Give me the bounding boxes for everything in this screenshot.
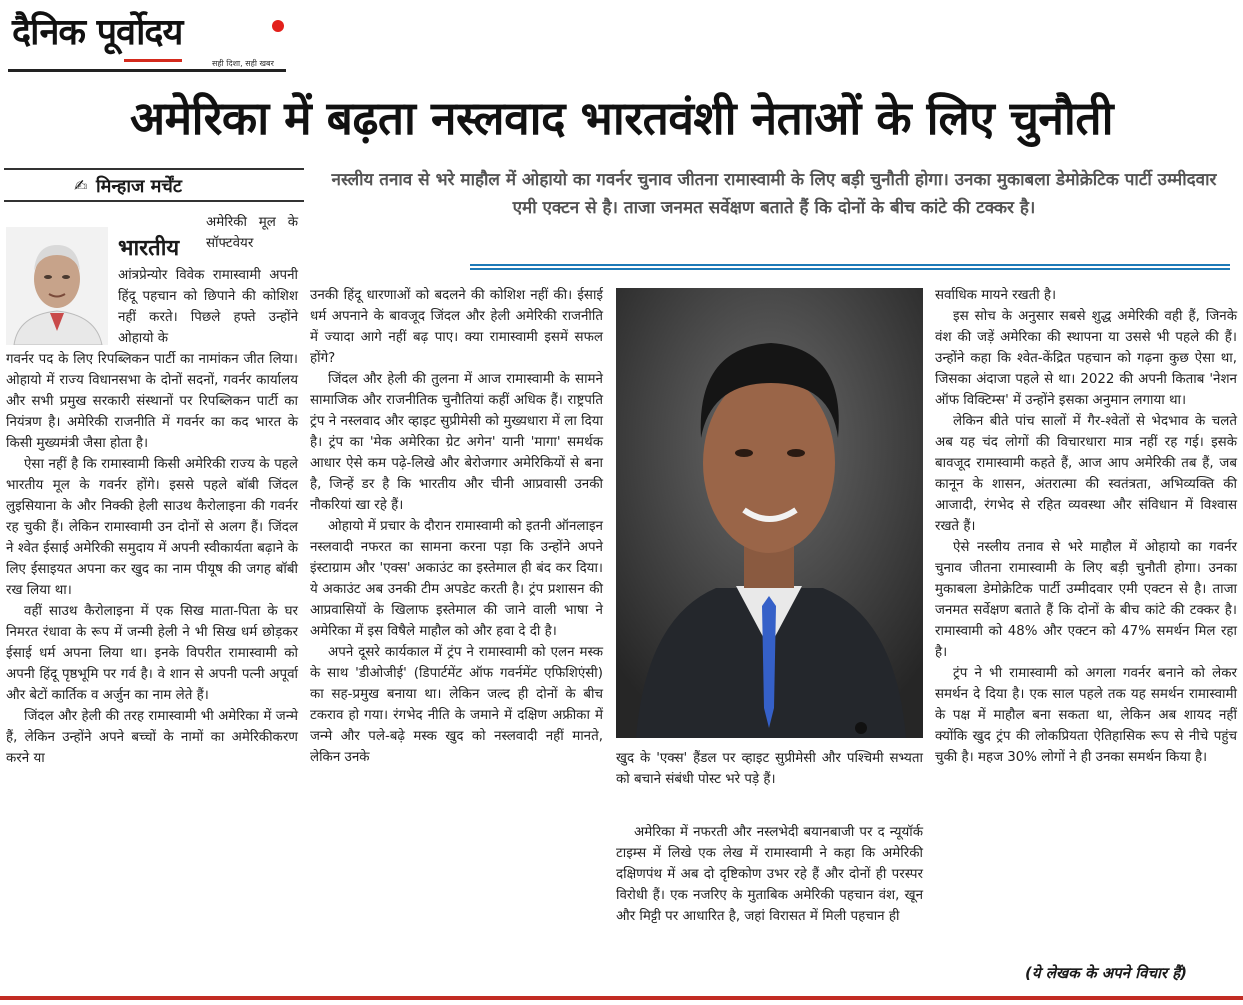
paragraph: लेकिन बीते पांच सालों में गैर-श्वेतों से भेदभाव के चलते अब यह चंद लोगों की विचारधारा मात्र नहीं रह गई। इसके बावजूद रामास्वामी कहते हैं, आज आप अमेरिकी तब हैं, जब कानून के शासन, अंतरात्मा की स्वतंत्रता, अभिव्यक्ति की आजादी, रंगभेद से रहित व्यवस्था और संविधान में विश्वास रखते हैं। (935, 414, 1237, 534)
byline (4, 168, 304, 202)
standfirst-rule (470, 264, 1230, 270)
logo-sun-icon (272, 20, 284, 32)
bottom-rule (0, 996, 1243, 1000)
paragraph: सर्वाधिक मायने रखती है। (935, 288, 1057, 303)
column-3-top (616, 748, 923, 790)
author-portrait-image (6, 227, 108, 345)
paragraph: ऐसे नस्लीय तनाव से भरे माहौल में ओहायो का गवर्नर चुनाव जीतना रामास्वामी के लिए बड़ी चुनौती होगा। उनका मुकाबला डेमोक्रेटिक पार्टी उम्मीदवार एमी एक्टन से है। ताजा जनमत सर्वेक्षण बताते हैं कि दोनों के बीच कांटे की टक्कर है। रामास्वामी को 48% और एक्टन को 47% समर्थन मिल रहा है। (935, 540, 1237, 660)
newspaper-logo: दैनिक पूर्वोदय (12, 12, 183, 53)
masthead (12, 6, 287, 74)
paragraph: जिंदल और हेली की तुलना में आज रामास्वामी के सामने सामाजिक और राजनीतिक चुनौतियां कहीं अधिक हैं। राष्ट्रपति ट्रंप ने नस्लवाद और व्हाइट सुप्रीमेसी को मुख्यधारा में ला दिया है। ट्रंप का 'मेक अमेरिका ग्रेट अगेन' यानी 'मागा' समर्थक आधार ऐसे कम पढ़े-लिखे और बेरोजगार अमेरिकियों से बना है, जिन्हें डर है कि भारतीय और चीनी आप्रवासी उनकी नौकरियां खा रहे हैं। (310, 372, 603, 513)
author-name: मिन्हाज मर्चेंट (96, 176, 182, 197)
paragraph: इस सोच के अनुसार सबसे शुद्ध अमेरिकी वही हैं, जिनके वंश की जड़ें अमेरिका की स्थापना या उससे भी पहले की हैं। उन्होंने कहा कि श्वेत-केंद्रित पहचान को गढ़ना कुछ ऐसा था, जिसका अंदाजा पहले से था। 2022 की अपनी किताब 'नेशन ऑफ विक्टिम्स' में उन्होंने इसका अनुमान लगाया था। (935, 309, 1237, 408)
paragraph: ऐसा नहीं है कि रामास्वामी किसी अमेरिकी राज्य के पहले भारतीय मूल के गवर्नर होंगे। इससे पहले बॉबी जिंदल लुइसियाना के और निक्की हेली साउथ कैरोलाइना की गवर्नर रह चुकी हैं। लेकिन रामास्वामी उन दोनों से अलग हैं। जिंदल ने श्वेत ईसाई अमेरिकी समुदाय में अपनी स्वीकार्यता बढ़ाने के लिए ईसाइयत अपना कर खुद का नाम पीयूष की जगह बॉबी रख लिया था। (6, 457, 298, 598)
paragraph: अमेरिकी मूल के सॉफ्टवेयर (206, 215, 298, 251)
author-portrait (6, 227, 108, 345)
paragraph: गवर्नर पद के लिए रिपब्लिकन पार्टी का नामांकन जीत लिया। ओहायो में राज्य विधानसभा के दोनों सदनों, गवर्नर कार्यालय और सभी प्रमुख सरकारी संस्थानों पर रिपब्लिकन पार्टी का नियंत्रण है। अमेरिकी राजनीति में गवर्नर का कद भारत के किसी मुख्यमंत्री जैसा होता है। (6, 352, 298, 451)
paragraph: आंत्रप्रेन्योर विवेक रामास्वामी अपनी हिंदू पहचान को छिपाने की कोशिश नहीं करते। पिछले हफ्ते उन्होंने ओहायो के (118, 268, 298, 346)
column-1-intro (206, 212, 298, 254)
masthead-rule (8, 69, 286, 72)
column-2 (310, 285, 603, 768)
paragraph: अमेरिका में नफरती और नस्लभेदी बयानबाजी पर द न्यूयॉर्क टाइम्स में लिखे एक लेख में रामास्वामी ने कहा कि अमेरिकी दक्षिणपंथ में अब दो दृष्टिकोण उभर रहे हैं और दोनों ही परस्पर विरोधी हैं। एक नजरिए के मुताबिक अमेरिकी पहचान वंश, खून और मिट्टी पर आधारित है, जहां विरासत में मिली पहचान ही (616, 825, 923, 924)
paragraph: ओहायो में प्रचार के दौरान रामास्वामी को इतनी ऑनलाइन नस्लवादी नफरत का सामना करना पड़ा कि उन्होंने अपने इंस्टाग्राम और 'एक्स' अकाउंट का इस्तेमाल ही बंद कर दिया। ये अकाउंट अब उनकी टीम अपडेट करती है। ट्रंप प्रशासन की आप्रवासियों के खिलाफ इस्तेमाल की जाने वाली भाषा ने अमेरिका में इस विषैले माहौल को और हवा दे दी है। (310, 519, 603, 639)
author-disclaimer: (ये लेखक के अपने विचार हैं) (1025, 964, 1188, 982)
column-1 (6, 349, 298, 769)
paragraph: ट्रंप ने भी रामास्वामी को अगला गवर्नर बनाने को लेकर समर्थन दे दिया है। एक साल पहले तक यह समर्थन रामास्वामी के पक्ष में माहौल बना सकता था, लेकिन अब शायद नहीं क्योंकि खुद ट्रंप की लोकप्रियता ऐतिहासिक रूप से नीचे पहुंच चुकी है। महज 30% लोगों ने ही उनका समर्थन किया है। (935, 666, 1237, 765)
paragraph: जिंदल और हेली की तरह रामास्वामी भी अमेरिका में जन्मे हैं, लेकिन उन्होंने अपने बच्चों के नामों का अमेरिकीकरण करने या (6, 709, 298, 766)
photo-image (616, 288, 923, 738)
paragraph: वहीं साउथ कैरोलाइना में एक सिख माता-पिता के घर निमरत रंधावा के रूप में जन्मी हेली ने भी सिख धर्म छोड़कर ईसाई धर्म अपना लिया था। इनके विपरीत रामास्वामी को अपनी हिंदू पृष्ठभूमि पर गर्व है। वे शान से अपनी पत्नी अपूर्वा और बेटों कार्तिक व अर्जुन का नाम लेते हैं। (6, 604, 298, 703)
column-4 (935, 285, 1237, 768)
column-3 (616, 822, 923, 927)
masthead-accent-bar (124, 59, 182, 62)
pen-icon: ✍ (74, 176, 88, 195)
standfirst: नस्लीय तनाव से भरे माहौल में ओहायो का गवर्नर चुनाव जीतना रामास्वामी के लिए बड़ी चुनौती होगा। उनका मुकाबला डेमोक्रेटिक पार्टी उम्मीदवार एमी एक्टन से है। ताजा जनमत सर्वेक्षण बताते हैं कि दोनों के बीच कांटे की टक्कर है। (331, 170, 1217, 218)
paragraph: अपने दूसरे कार्यकाल में ट्रंप ने रामास्वामी को एलन मस्क के साथ 'डीओजीई' (डिपार्टमेंट ऑफ गवर्नमेंट एफिशिएंसी) का सह-प्रमुख बनाया था। लेकिन जल्द ही दोनों के बीच टकराव हो गया। रंगभेद नीति के जमाने में दक्षिण अफ्रीका में जन्मे और पले-बढ़े मस्क खुद को नस्लवादी नहीं मानते, लेकिन उनके (310, 645, 603, 765)
paragraph: खुद के 'एक्स' हैंडल पर व्हाइट सुप्रीमेसी और पश्चिमी सभ्यता को बचाने संबंधी पोस्ट भरे पड़े हैं। (616, 751, 923, 787)
article-photo (616, 288, 923, 738)
column-1-continued (118, 265, 298, 349)
article-headline: अमेरिका में बढ़ता नस्लवाद भारतवंशी नेताओं के लिए चुनौती (130, 91, 1113, 145)
paragraph: उनकी हिंदू धारणाओं को बदलने की कोशिश नहीं की। ईसाई धर्म अपनाने के बावजूद जिंदल और हेली अमेरिकी राजनीति में ज्यादा आगे नहीं बढ़ पाए। क्या रामास्वामी इसमें सफल होंगे? (310, 288, 603, 366)
masthead-tagline: सही दिशा, सही खबर (212, 59, 274, 68)
lead-word: भारतीय (118, 236, 180, 261)
